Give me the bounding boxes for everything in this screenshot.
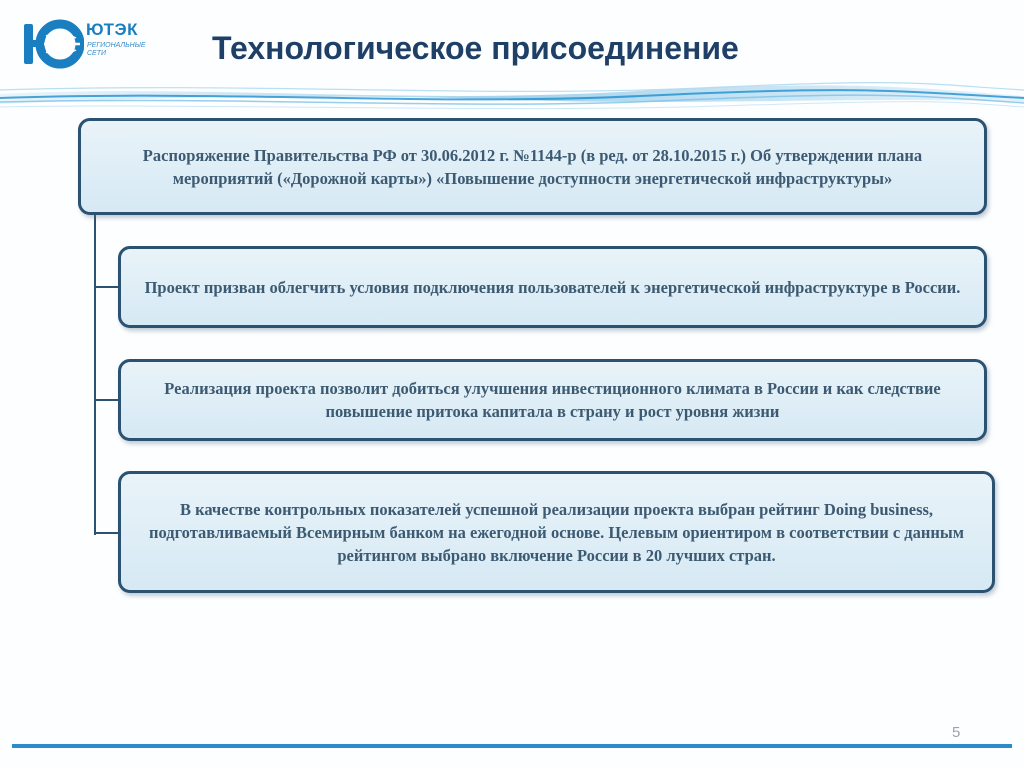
investment-climate-text: Реализация проекта позволит добиться улучшения инвестиционного климата в России и как следствие повышение притока капитала в страну и рост уровня жизни: [164, 379, 941, 421]
company-logo: [22, 16, 172, 74]
investment-climate-box: [118, 359, 987, 441]
header-wave-decoration: [0, 76, 1024, 116]
logo-subtitle: РЕГИОНАЛЬНЫЕ СЕТИ: [87, 42, 146, 57]
doing-business-box: [118, 471, 995, 593]
project-goal-text: Проект призван облегчить условия подключения пользователей к энергетической инфраструктуре в России.: [144, 277, 961, 297]
project-goal-box: [118, 246, 987, 328]
yuteq-logo-icon: [22, 16, 84, 72]
decree-box: [78, 118, 987, 215]
page-number: 5: [952, 724, 961, 741]
logo-name: ЮТЭК: [86, 20, 138, 39]
decree-text: Распоряжение Правительства РФ от 30.06.2012 г. №1144-р (в ред. от 28.10.2015 г.) Об утверждении плана мероприятий («Дорожной карты») «Повышение доступности энергетической инфраструктуры»: [142, 145, 923, 188]
page-title: Технологическое присоединение: [212, 30, 739, 66]
footer-divider: [12, 744, 1012, 748]
doing-business-text: В качестве контрольных показателей успешной реализации проекта выбран рейтинг Doing business, подготавливаемый Всемирным банком на ежегодной основе. Целевым ориентиром в соответствии с данным рейтингом выбрано включение России в 20 лучших стран.: [148, 499, 965, 565]
